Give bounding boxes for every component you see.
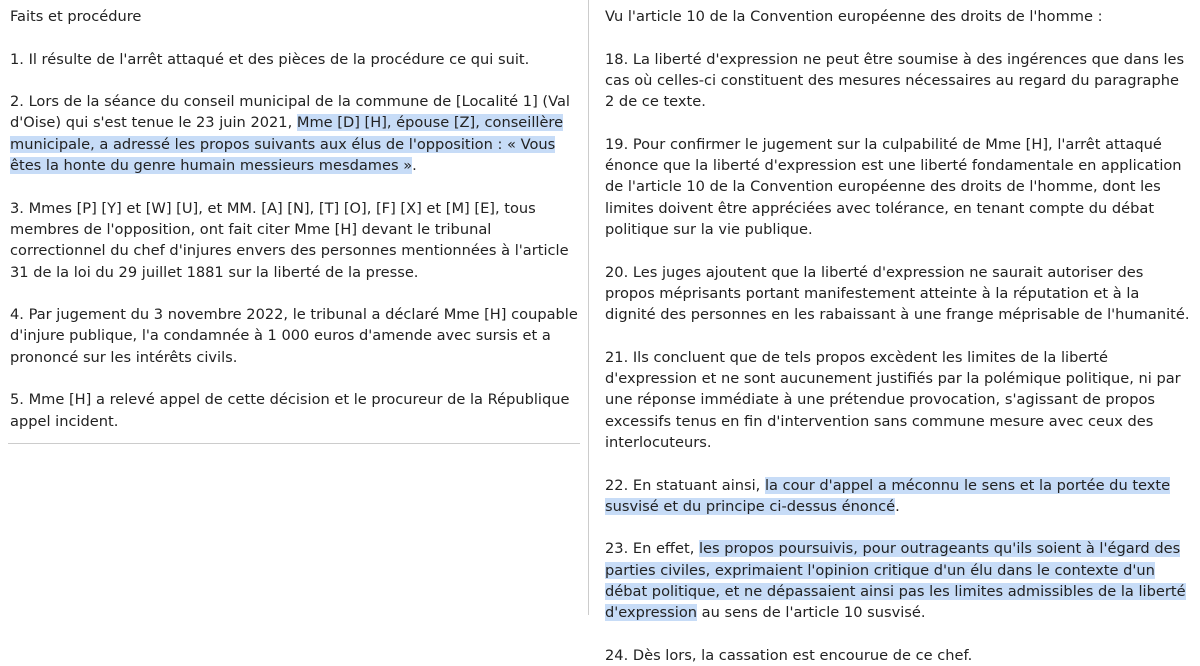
- paragraph-23: [605, 538, 1190, 623]
- paragraph-22: [605, 475, 1190, 518]
- paragraph-22-end: .: [895, 497, 900, 515]
- paragraph-23-end: au sens de l'article 10 susvisé.: [697, 604, 926, 622]
- horizontal-divider: [8, 443, 580, 444]
- left-column: [10, 0, 582, 432]
- column-divider: [588, 0, 589, 615]
- cut-off-text-fragment: [1130, 610, 1170, 615]
- section-title-vu-article: Vu l'article 10 de la Convention européenne des droits de l'homme :: [605, 8, 1103, 25]
- paragraph-4: 4. Par jugement du 3 novembre 2022, le tribunal a déclaré Mme [H] coupable d'injure publique, l'a condamnée à 1 000 euros d'amende avec sursis et a prononcé sur les intérêts civils.: [10, 306, 578, 366]
- paragraph-19: 19. Pour confirmer le jugement sur la culpabilité de Mme [H], l'arrêt attaqué énonce que la liberté d'expression est une liberté fondamentale en application de l'article 10 de la Convention européenne des droits de l'homme, dont les limites doivent être appréciées avec tolérance, en tenant compte du débat politique sur la vie publique.: [605, 135, 1182, 238]
- paragraph-22-intro: 22. En statuant ainsi,: [605, 476, 765, 494]
- highlighted-text: la cour d'appel a méconnu le sens et la portée du texte susvisé et du principe ci-dessus énoncé: [605, 476, 1171, 515]
- paragraph-23-intro: 23. En effet,: [605, 540, 699, 558]
- paragraph-18: 18. La liberté d'expression ne peut être soumise à des ingérences que dans les cas où celles-ci constituent des mesures nécessaires au regard du paragraphe 2 de ce texte.: [605, 50, 1185, 111]
- paragraph-24: 24. Dès lors, la cassation est encourue de ce chef.: [605, 646, 973, 664]
- paragraph-1: 1. Il résulte de l'arrêt attaqué et des pièces de la procédure ce qui suit.: [10, 50, 530, 68]
- paragraph-5: 5. Mme [H] a relevé appel de cette décision et le procureur de la République appel incident.: [10, 391, 570, 430]
- paragraph-20: 20. Les juges ajoutent que la liberté d'expression ne saurait autoriser des propos méprisants portant manifestement atteinte à la réputation et à la dignité des personnes en les rabaissant à une frange méprisable de l'humanité.: [605, 263, 1190, 324]
- paragraph-21: 21. Ils concluent que de tels propos excèdent les limites de la liberté d'expression et ne sont aucunement justifiés par la polémique politique, ni par une réponse immédiate à une prétendue provocation, s'agissant de propos excessifs tenus en fin d'intervention sans commune mesure avec ceux des interlocuteurs.: [605, 348, 1181, 451]
- section-title-faits: Faits et procédure: [10, 8, 142, 25]
- highlighted-text: Mme [D] [H], épouse [Z], conseillère municipale, a adressé les propos suivants aux élus de l'opposition : « Vous êtes la honte du genre humain messieurs mesdames »: [10, 114, 564, 175]
- paragraph-2-end: .: [412, 157, 417, 175]
- paragraph-3: 3. Mmes [P] [Y] et [W] [U], et MM. [A] [N], [T] [O], [F] [X] et [M] [E], tous membres de l'opposition, ont fait citer Mme [H] devant le tribunal correctionnel du chef d'injures envers des personnes mentionnées à l'article 31 de la loi du 29 juillet 1881 sur la liberté de la presse.: [10, 199, 569, 281]
- paragraph-2-intro: 2. Lors de la séance du conseil municipal de la commune de [Localité 1] (Val d'Oise) qui s'est tenue le 23 juin 2021,: [10, 93, 570, 132]
- paragraph-2: [10, 91, 582, 176]
- highlighted-text: les propos poursuivis, pour outrageants qu'ils soient à l'égard des parties civiles, exprimaient l'opinion critique d'un élu dans le contexte d'un débat politique, et ne dépassaient ainsi pas les limites admissibles de la liberté d'expression: [605, 540, 1186, 622]
- right-column: [605, 0, 1190, 666]
